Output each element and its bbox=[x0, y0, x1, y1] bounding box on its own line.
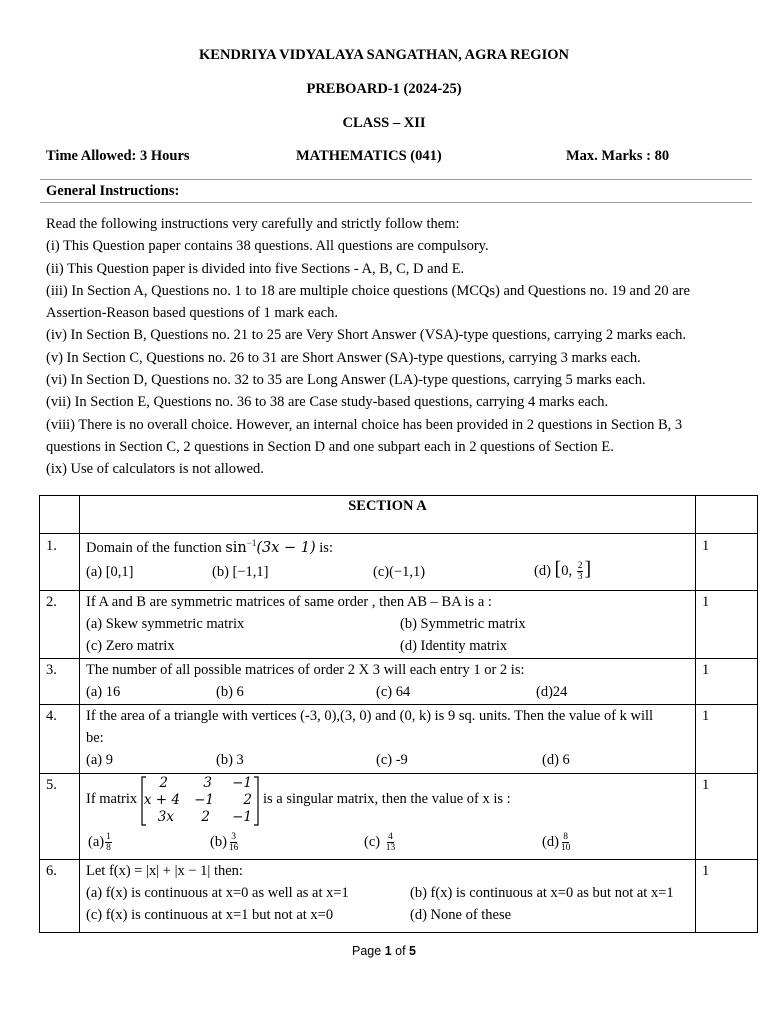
option-c: (c) Zero matrix bbox=[86, 638, 175, 654]
time-allowed: Time Allowed: 3 Hours bbox=[46, 148, 190, 164]
option-b: (b) 6 bbox=[216, 684, 244, 700]
question-number: 4. bbox=[46, 708, 57, 724]
matrix-cell: 2 bbox=[243, 792, 252, 808]
table-row bbox=[40, 591, 758, 659]
question-number: 1. bbox=[46, 538, 57, 554]
option-c: (c) $\frac{4}{13}$ bbox=[364, 832, 396, 853]
question-text: Domain of the function $\sin^{-1}(3x - 1)$ is: bbox=[86, 538, 333, 556]
exam-title: PREBOARD-1 (2024-25) bbox=[306, 81, 462, 97]
question-text: If A and B are symmetric matrices of same order , then AB – BA is a : bbox=[86, 594, 492, 610]
instructions-list bbox=[46, 213, 726, 481]
section-header-row bbox=[40, 496, 758, 534]
option-b: (b) $\frac{3}{16}$ bbox=[210, 832, 239, 853]
question-text-post: is a singular matrix, then the value of x is : bbox=[263, 791, 511, 807]
class-title: CLASS – XII bbox=[342, 115, 426, 131]
option-d: (d)24 bbox=[536, 684, 568, 700]
matrix bbox=[140, 775, 260, 827]
question-number: 5. bbox=[46, 777, 57, 793]
question-text: The number of all possible matrices of order 2 X 3 will each entry 1 or 2 is: bbox=[86, 662, 525, 678]
table-row bbox=[40, 534, 758, 591]
option-b: (b) f(x) is continuous at x=0 as but not at x=1 bbox=[410, 885, 674, 901]
matrix-cell: −1 bbox=[232, 775, 252, 791]
question-text: If the area of a triangle with vertices (-3, 0),(3, 0) and (0, k) is 9 sq. units. Then the value of k will bbox=[86, 708, 654, 724]
instruction-line: (ix) Use of calculators is not allowed. bbox=[46, 461, 264, 478]
matrix-cell: −1 bbox=[232, 809, 252, 825]
instruction-line: (iv) In Section B, Questions no. 21 to 25 are Very Short Answer (VSA)-type questions, carrying 2 marks each. bbox=[46, 327, 687, 344]
matrix-cell: 3 bbox=[203, 775, 212, 791]
table-row bbox=[40, 774, 758, 860]
question-text-cont: be: bbox=[86, 730, 104, 746]
instruction-line: (i) This Question paper contains 38 questions. All questions are compulsory. bbox=[46, 238, 489, 255]
option-a: (a) [0,1] bbox=[86, 564, 134, 580]
section-title: SECTION A bbox=[348, 498, 427, 514]
org-title: KENDRIYA VIDYALAYA SANGATHAN, AGRA REGION bbox=[199, 47, 569, 63]
table-row bbox=[40, 659, 758, 705]
question-number: 6. bbox=[46, 863, 57, 879]
question-text-pre: If matrix bbox=[86, 791, 138, 807]
table-row bbox=[40, 705, 758, 774]
subject: MATHEMATICS (041) bbox=[296, 148, 442, 164]
option-c: (c) 64 bbox=[376, 684, 411, 700]
table-row bbox=[40, 860, 758, 933]
option-c: (c) -9 bbox=[376, 752, 408, 768]
question-number: 2. bbox=[46, 594, 57, 610]
instruction-line: (v) In Section C, Questions no. 26 to 31 are Short Answer (SA)-type questions, carrying 3 marks each. bbox=[46, 349, 641, 366]
max-marks: Max. Marks : 80 bbox=[566, 148, 670, 164]
question-number: 3. bbox=[46, 662, 57, 678]
marks: 1 bbox=[702, 538, 710, 554]
option-d: (d) None of these bbox=[410, 907, 512, 923]
page-footer: Page 1 of 5 bbox=[352, 944, 416, 958]
option-d: (d) [0, $\frac{2}{3}$ ] bbox=[534, 558, 592, 583]
instruction-line: questions in Section C, 2 questions in Section D and one subpart each in 2 questions of Section E. bbox=[46, 438, 614, 455]
option-a: (a) $\frac{1}{8}$ bbox=[88, 832, 111, 853]
matrix-cell: 3x bbox=[157, 809, 174, 825]
option-a: (a) f(x) is continuous at x=0 as well as at x=1 bbox=[86, 885, 349, 901]
instruction-line: Read the following instructions very carefully and strictly follow them: bbox=[46, 216, 460, 232]
instructions-heading: General Instructions: bbox=[46, 183, 180, 199]
option-b: (b) Symmetric matrix bbox=[400, 616, 526, 632]
divider-top bbox=[40, 179, 752, 180]
marks: 1 bbox=[702, 708, 710, 724]
instruction-line: (ii) This Question paper is divided into five Sections - A, B, C, D and E. bbox=[46, 260, 465, 277]
option-d: (d) Identity matrix bbox=[400, 638, 508, 654]
divider-bottom bbox=[40, 202, 752, 203]
matrix-cell: −1 bbox=[194, 792, 214, 808]
marks: 1 bbox=[702, 863, 710, 879]
instruction-line: (viii) There is no overall choice. However, an internal choice has been provided in 2 questions in Section B, 3 bbox=[46, 416, 683, 433]
instruction-line: (iii) In Section A, Questions no. 1 to 18 are multiple choice questions (MCQs) and Questions no. 19 and 20 are bbox=[46, 282, 690, 299]
option-d: (d) $\frac{8}{10}$ bbox=[542, 832, 571, 853]
instruction-line: (vi) In Section D, Questions no. 32 to 35 are Long Answer (LA)-type questions, carrying 5 marks each. bbox=[46, 372, 646, 389]
option-b: (b) [−1,1] bbox=[212, 564, 269, 580]
instruction-line: Assertion-Reason based questions of 1 mark each. bbox=[46, 305, 338, 322]
option-c: (c) f(x) is continuous at x=1 but not at x=0 bbox=[86, 907, 334, 923]
option-a: (a) Skew symmetric matrix bbox=[86, 616, 245, 632]
option-a: (a) 16 bbox=[86, 684, 121, 700]
option-b: (b) 3 bbox=[216, 752, 244, 768]
matrix-cell: x + 4 bbox=[143, 792, 180, 808]
marks: 1 bbox=[702, 662, 710, 678]
option-a: (a) 9 bbox=[86, 752, 113, 768]
questions-table bbox=[39, 495, 758, 933]
question-text: Let f(x) = |x| + |x − 1| then: bbox=[86, 863, 243, 879]
marks: 1 bbox=[702, 777, 710, 793]
option-c: (c)(−1,1) bbox=[373, 564, 426, 580]
marks: 1 bbox=[702, 594, 710, 610]
instruction-line: (vii) In Section E, Questions no. 36 to 38 are Case study-based questions, carrying 4 marks each. bbox=[46, 394, 609, 411]
matrix-cell: 2 bbox=[201, 809, 210, 825]
option-d: (d) 6 bbox=[542, 752, 570, 768]
matrix-cell: 2 bbox=[159, 775, 168, 791]
